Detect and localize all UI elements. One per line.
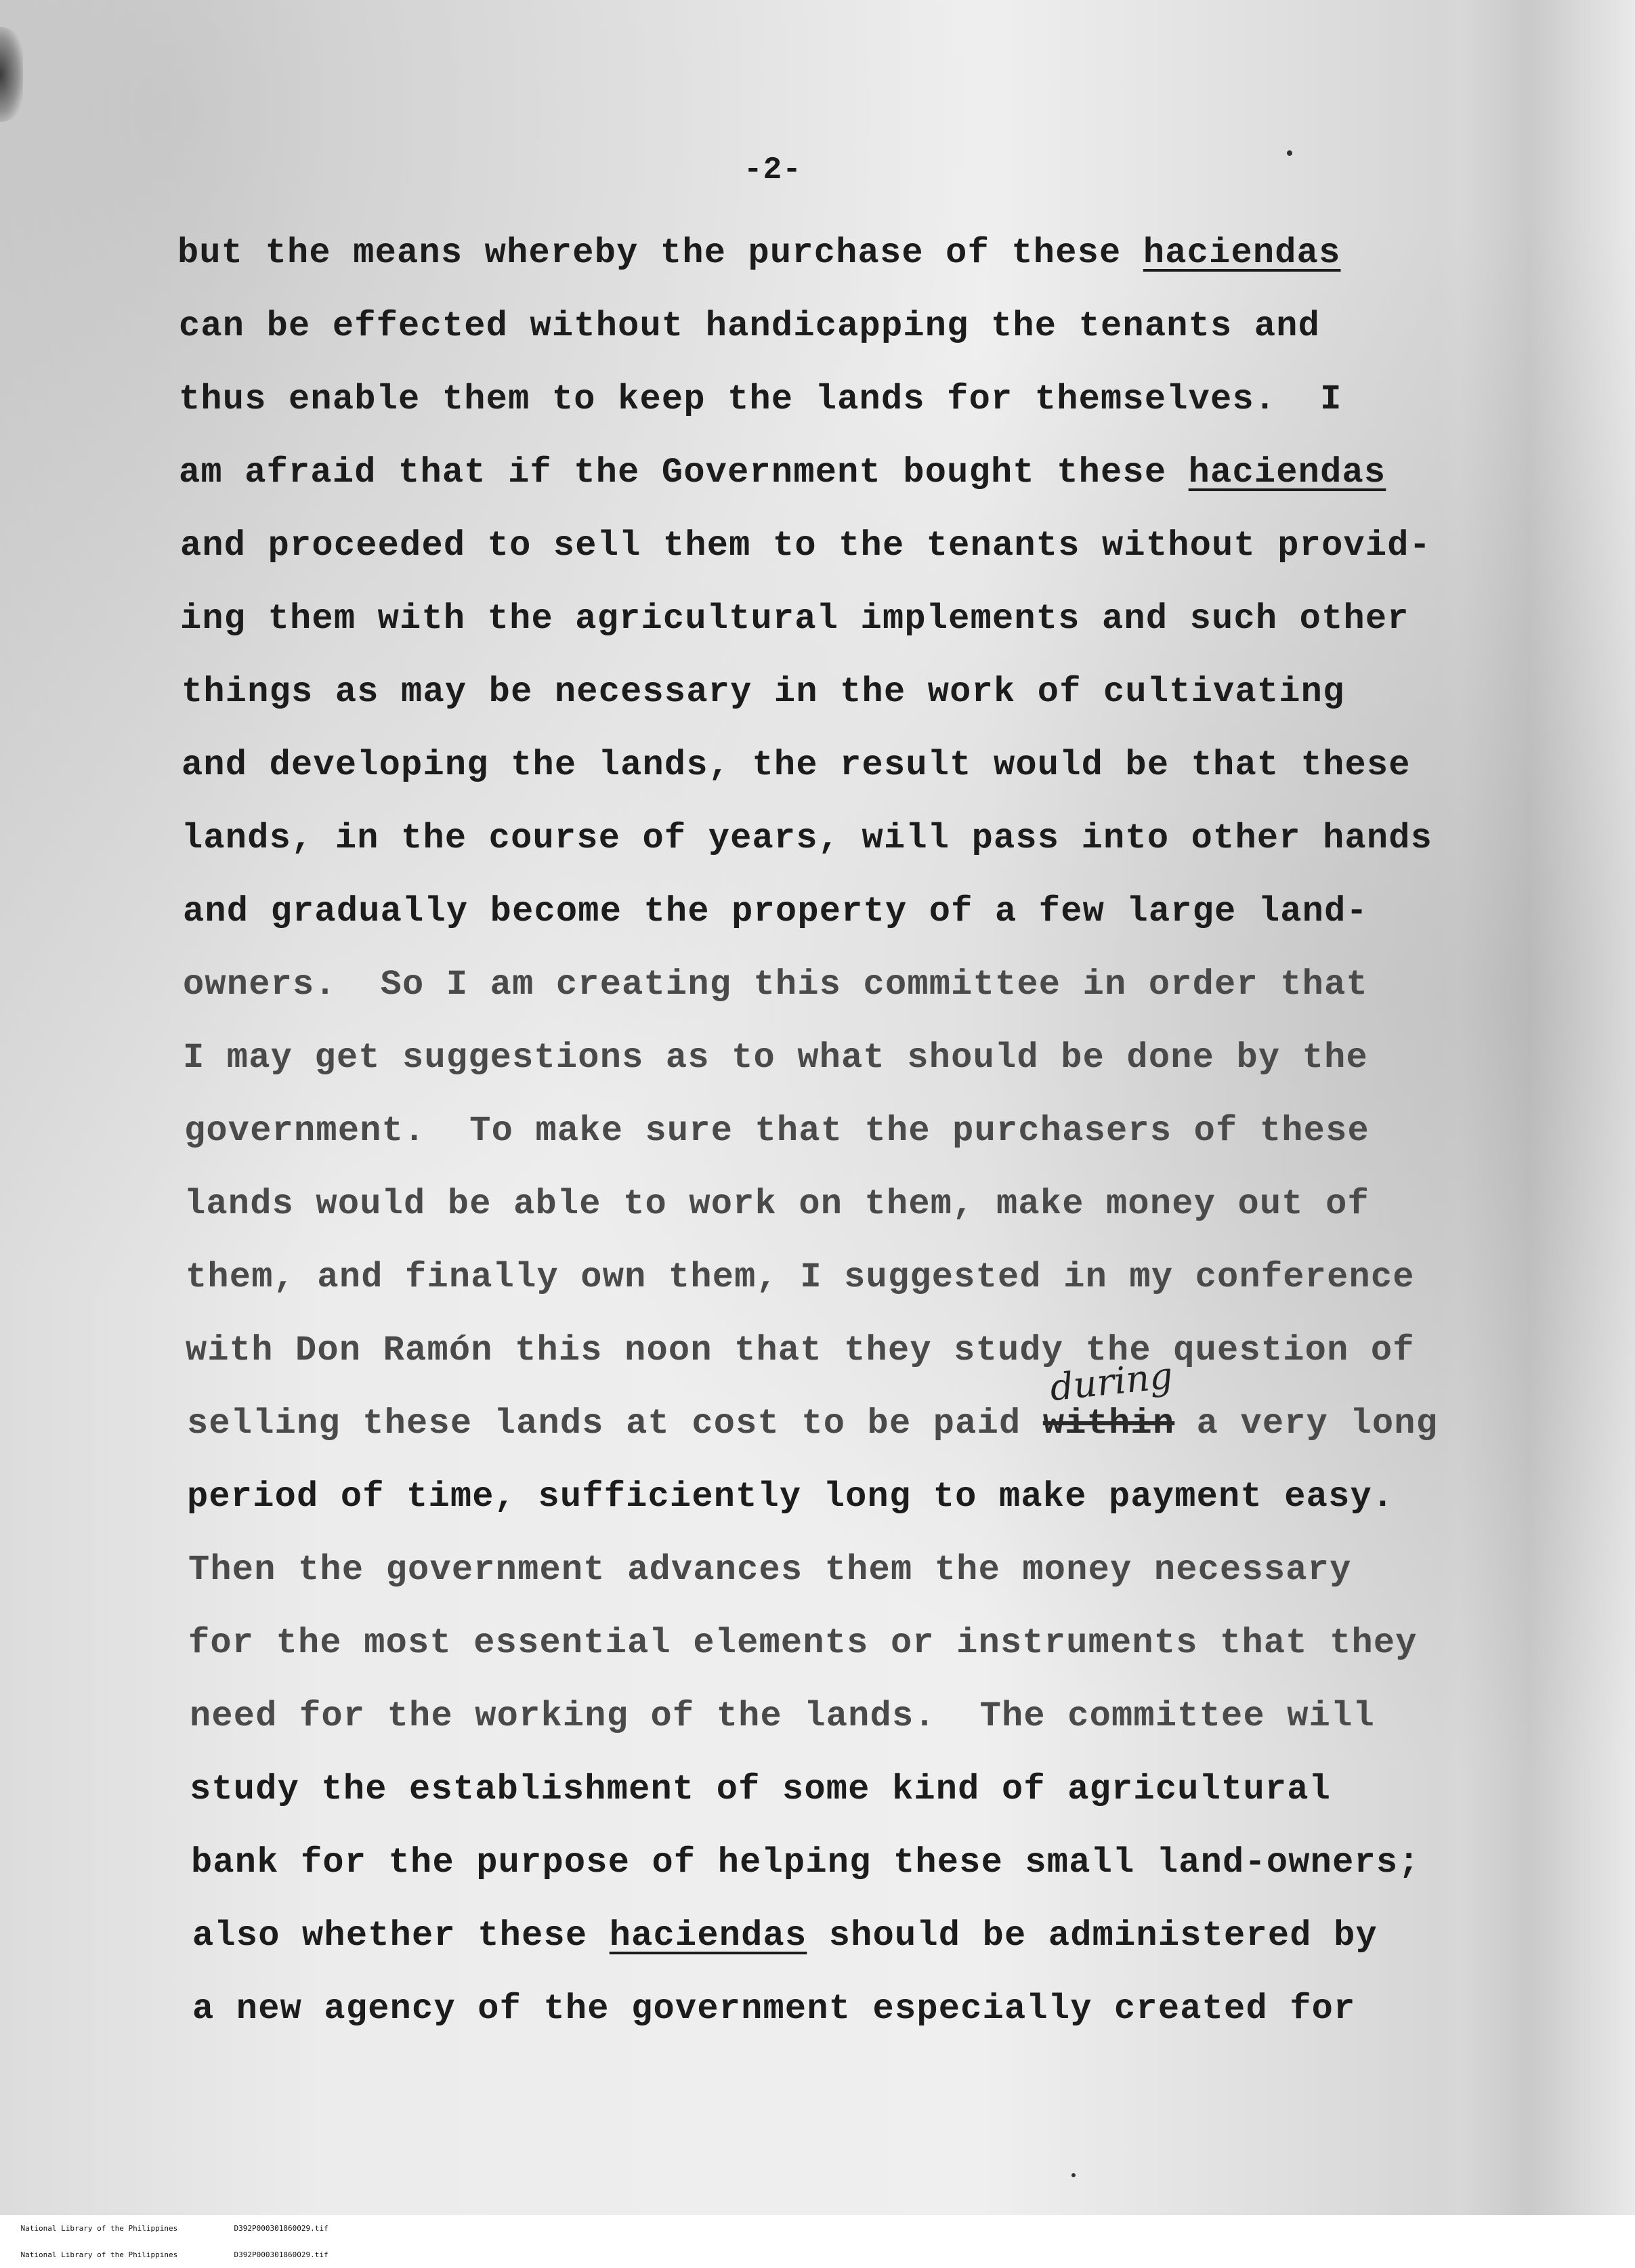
struck-out-word: within	[1042, 1404, 1175, 1444]
text-line	[192, 1973, 1547, 2046]
text-segment: Then the government advances them the money necessary	[188, 1550, 1352, 1590]
text-line	[184, 1095, 1539, 1168]
text-line	[179, 363, 1533, 436]
text-line	[182, 656, 1536, 729]
text-line	[182, 729, 1536, 802]
text-segment: government. To make sure that the purchasers of these	[184, 1111, 1369, 1151]
text-line	[177, 217, 1532, 290]
text-line	[183, 875, 1537, 948]
text-line	[183, 948, 1537, 1022]
text-segment: and gradually become the property of a few large land-	[183, 891, 1368, 931]
text-line	[187, 1461, 1542, 1534]
archive-footer	[0, 2215, 1635, 2259]
footer-file: D392P000301860029.tif	[234, 2250, 328, 2259]
text-segment: and developing the lands, the result would be that these	[182, 745, 1411, 785]
text-line	[188, 1607, 1543, 1680]
text-line	[179, 290, 1533, 363]
text-segment: and proceeded to sell them to the tenants without provid-	[180, 526, 1432, 566]
text-line	[184, 1168, 1539, 1241]
underlined-word: haciendas	[1143, 233, 1341, 273]
text-segment: owners. So I am creating this committee in order that	[183, 965, 1368, 1005]
typed-letter-body	[177, 217, 1532, 2046]
text-segment: a new agency of the government especially created for	[192, 1989, 1356, 2029]
text-segment: with Don Ramón this noon that they study the question of	[186, 1330, 1415, 1370]
ink-speck	[1287, 150, 1292, 156]
text-line	[192, 1899, 1547, 1973]
text-line	[186, 1241, 1540, 1314]
footer-library: National Library of the Philippines	[20, 2250, 178, 2259]
text-line	[179, 436, 1533, 509]
text-line	[188, 1534, 1543, 1607]
text-segment: lands, in the course of years, will pass into other hands	[182, 818, 1433, 858]
text-segment: should be administered by	[807, 1916, 1378, 1956]
text-segment: am afraid that if the Government bought these	[179, 453, 1189, 492]
text-segment: need for the working of the lands. The committee will	[190, 1696, 1375, 1736]
text-segment: a very long	[1174, 1404, 1439, 1444]
text-line	[191, 1826, 1546, 1899]
text-segment: selling these lands at cost to be paid	[187, 1404, 1043, 1444]
text-segment: study the establishment of some kind of agricultural	[190, 1769, 1332, 1809]
text-segment: lands would be able to work on them, make money out of	[184, 1184, 1369, 1224]
text-segment: for the most essential elements or instruments that they	[188, 1623, 1418, 1663]
text-segment: but the means whereby the purchase of these	[177, 233, 1143, 273]
text-segment: thus enable them to keep the lands for themselves. I	[179, 379, 1342, 419]
text-line	[190, 1680, 1544, 1753]
text-line	[183, 1022, 1537, 1095]
text-segment: things as may be necessary in the work of cultivating	[182, 672, 1345, 712]
handwritten-correction: during	[1048, 1353, 1175, 1410]
text-segment: can be effected without handicapping the tenants and	[179, 306, 1321, 346]
underlined-word: haciendas	[1188, 453, 1386, 492]
footer-file: D392P000301860029.tif	[234, 2224, 328, 2233]
text-line	[180, 583, 1535, 656]
text-segment: them, and finally own them, I suggested in my conference	[186, 1257, 1415, 1297]
footer-row	[0, 2215, 1635, 2242]
text-segment: period of time, sufficiently long to make payment easy.	[187, 1477, 1395, 1517]
text-segment: also whether these	[192, 1916, 610, 1956]
text-line	[187, 1353, 1542, 1461]
text-line	[182, 802, 1536, 875]
text-line	[186, 1314, 1540, 1387]
page-edge-shadow	[0, 27, 23, 122]
text-segment: ing them with the agricultural implements and such other	[180, 599, 1409, 639]
footer-library: National Library of the Philippines	[20, 2224, 178, 2233]
page-number: -2-	[744, 152, 802, 188]
text-segment: bank for the purpose of helping these small land-owners;	[191, 1843, 1420, 1883]
text-segment: I may get suggestions as to what should be done by the	[183, 1038, 1368, 1078]
ink-speck	[1071, 2173, 1076, 2177]
underlined-word: haciendas	[609, 1916, 807, 1956]
text-line	[190, 1753, 1544, 1826]
text-line	[180, 509, 1535, 583]
